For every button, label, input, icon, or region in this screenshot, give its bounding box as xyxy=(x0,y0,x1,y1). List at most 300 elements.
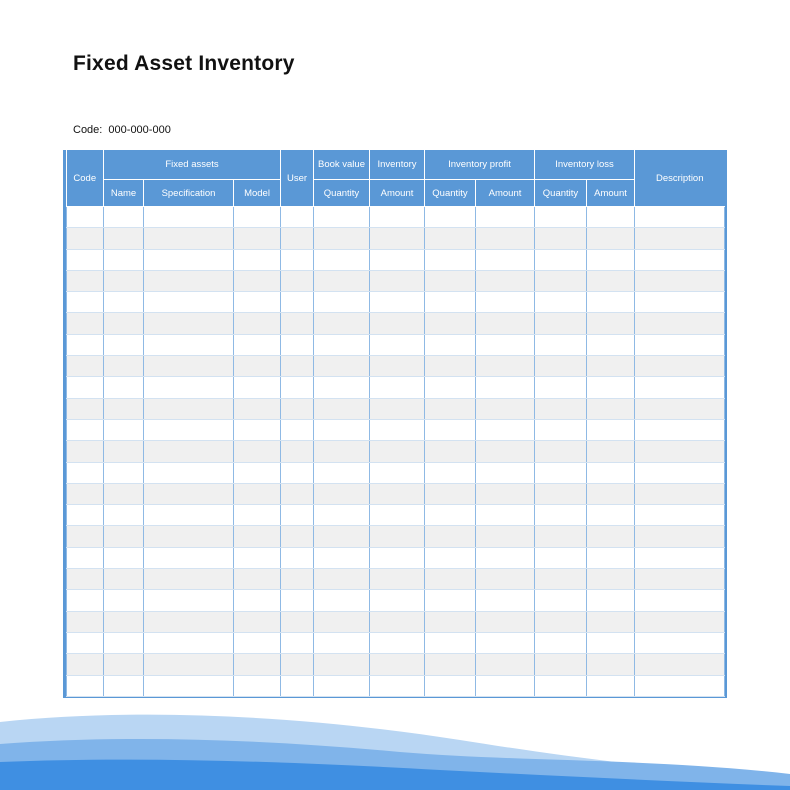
table-cell[interactable] xyxy=(370,228,425,249)
table-cell[interactable] xyxy=(425,377,476,398)
table-cell[interactable] xyxy=(587,270,635,291)
table-cell[interactable] xyxy=(425,675,476,696)
table-cell[interactable] xyxy=(314,270,370,291)
table-cell[interactable] xyxy=(314,569,370,590)
table-cell[interactable] xyxy=(281,526,314,547)
table-cell[interactable] xyxy=(144,441,234,462)
table-cell[interactable] xyxy=(635,547,725,568)
table-cell[interactable] xyxy=(281,611,314,632)
table-cell[interactable] xyxy=(67,505,104,526)
table-cell[interactable] xyxy=(476,569,535,590)
table-cell[interactable] xyxy=(67,654,104,675)
table-row xyxy=(67,207,725,228)
table-cell[interactable] xyxy=(314,207,370,228)
table-cell[interactable] xyxy=(370,654,425,675)
table-cell[interactable] xyxy=(370,505,425,526)
table-cell[interactable] xyxy=(314,398,370,419)
table-cell[interactable] xyxy=(370,249,425,270)
table-cell[interactable] xyxy=(635,334,725,355)
table-cell[interactable] xyxy=(314,675,370,696)
table-cell[interactable] xyxy=(635,398,725,419)
table-cell[interactable] xyxy=(476,483,535,504)
table-cell[interactable] xyxy=(314,505,370,526)
table-cell[interactable] xyxy=(104,292,144,313)
table-cell[interactable] xyxy=(144,632,234,653)
table-cell[interactable] xyxy=(144,569,234,590)
header-profit-quantity: Quantity xyxy=(425,180,476,207)
table-cell[interactable] xyxy=(234,611,281,632)
table-cell[interactable] xyxy=(425,611,476,632)
table-cell[interactable] xyxy=(370,611,425,632)
table-cell[interactable] xyxy=(234,654,281,675)
table-cell[interactable] xyxy=(635,270,725,291)
table-cell[interactable] xyxy=(281,632,314,653)
table-row xyxy=(67,249,725,270)
table-cell[interactable] xyxy=(476,547,535,568)
table-cell[interactable] xyxy=(425,569,476,590)
table-cell[interactable] xyxy=(476,441,535,462)
table-cell[interactable] xyxy=(234,547,281,568)
header-inventory-loss: Inventory loss xyxy=(535,150,635,180)
table-cell[interactable] xyxy=(104,611,144,632)
table-cell[interactable] xyxy=(425,632,476,653)
table-cell[interactable] xyxy=(67,207,104,228)
table-cell[interactable] xyxy=(67,611,104,632)
table-cell[interactable] xyxy=(425,590,476,611)
table-cell[interactable] xyxy=(314,526,370,547)
table-cell[interactable] xyxy=(425,462,476,483)
table-cell[interactable] xyxy=(234,228,281,249)
table-cell[interactable] xyxy=(314,292,370,313)
table-cell[interactable] xyxy=(587,441,635,462)
table-cell[interactable] xyxy=(370,398,425,419)
table-cell[interactable] xyxy=(370,547,425,568)
table-cell[interactable] xyxy=(67,313,104,334)
table-cell[interactable] xyxy=(635,356,725,377)
table-cell[interactable] xyxy=(635,419,725,440)
table-cell[interactable] xyxy=(535,313,587,334)
table-cell[interactable] xyxy=(314,313,370,334)
table-cell[interactable] xyxy=(535,334,587,355)
table-cell[interactable] xyxy=(234,419,281,440)
table-cell[interactable] xyxy=(67,675,104,696)
table-cell[interactable] xyxy=(314,590,370,611)
table-cell[interactable] xyxy=(104,654,144,675)
table-cell[interactable] xyxy=(370,356,425,377)
table-cell[interactable] xyxy=(104,207,144,228)
table-cell[interactable] xyxy=(281,462,314,483)
table-cell[interactable] xyxy=(476,270,535,291)
table-cell[interactable] xyxy=(535,270,587,291)
table-row xyxy=(67,441,725,462)
table-cell[interactable] xyxy=(476,398,535,419)
table-cell[interactable] xyxy=(281,505,314,526)
table-cell[interactable] xyxy=(425,207,476,228)
table-cell[interactable] xyxy=(67,356,104,377)
table-cell[interactable] xyxy=(314,249,370,270)
header-book-value: Book value xyxy=(314,150,370,180)
table-cell[interactable] xyxy=(535,292,587,313)
table-cell[interactable] xyxy=(535,590,587,611)
table-cell[interactable] xyxy=(144,419,234,440)
table-cell[interactable] xyxy=(234,249,281,270)
table-cell[interactable] xyxy=(635,569,725,590)
table-cell[interactable] xyxy=(535,611,587,632)
table-cell[interactable] xyxy=(587,569,635,590)
table-cell[interactable] xyxy=(587,207,635,228)
table-cell[interactable] xyxy=(104,462,144,483)
table-cell[interactable] xyxy=(370,313,425,334)
table-cell[interactable] xyxy=(635,590,725,611)
table-cell[interactable] xyxy=(281,547,314,568)
table-cell[interactable] xyxy=(314,483,370,504)
table-cell[interactable] xyxy=(144,675,234,696)
table-cell[interactable] xyxy=(587,526,635,547)
table-cell[interactable] xyxy=(104,505,144,526)
table-cell[interactable] xyxy=(144,249,234,270)
table-cell[interactable] xyxy=(370,590,425,611)
table-cell[interactable] xyxy=(67,632,104,653)
table-cell[interactable] xyxy=(234,569,281,590)
table-cell[interactable] xyxy=(535,632,587,653)
table-cell[interactable] xyxy=(281,441,314,462)
table-cell[interactable] xyxy=(370,483,425,504)
table-cell[interactable] xyxy=(104,334,144,355)
table-cell[interactable] xyxy=(476,654,535,675)
table-row xyxy=(67,398,725,419)
table-cell[interactable] xyxy=(587,228,635,249)
table-cell[interactable] xyxy=(370,419,425,440)
table-cell[interactable] xyxy=(67,462,104,483)
table-cell[interactable] xyxy=(587,334,635,355)
table-cell[interactable] xyxy=(234,462,281,483)
code-label: Code: xyxy=(73,124,103,136)
table-cell[interactable] xyxy=(67,228,104,249)
table-cell[interactable] xyxy=(535,207,587,228)
table-cell[interactable] xyxy=(281,228,314,249)
table-cell[interactable] xyxy=(476,249,535,270)
table-cell[interactable] xyxy=(476,419,535,440)
table-cell[interactable] xyxy=(476,377,535,398)
table-cell[interactable] xyxy=(314,228,370,249)
table-cell[interactable] xyxy=(476,207,535,228)
table-cell[interactable] xyxy=(281,334,314,355)
table-cell[interactable] xyxy=(281,207,314,228)
table-cell[interactable] xyxy=(425,526,476,547)
table-cell[interactable] xyxy=(104,249,144,270)
table-cell[interactable] xyxy=(476,632,535,653)
table-cell[interactable] xyxy=(314,419,370,440)
table-cell[interactable] xyxy=(476,675,535,696)
table-cell[interactable] xyxy=(234,356,281,377)
table-cell[interactable] xyxy=(104,441,144,462)
table-cell[interactable] xyxy=(144,547,234,568)
table-cell[interactable] xyxy=(314,611,370,632)
table-cell[interactable] xyxy=(314,334,370,355)
table-cell[interactable] xyxy=(144,590,234,611)
table-cell[interactable] xyxy=(104,547,144,568)
table-cell[interactable] xyxy=(535,377,587,398)
table-cell[interactable] xyxy=(635,249,725,270)
table-cell[interactable] xyxy=(587,547,635,568)
table-cell[interactable] xyxy=(281,654,314,675)
table-cell[interactable] xyxy=(281,270,314,291)
table-cell[interactable] xyxy=(587,611,635,632)
table-cell[interactable] xyxy=(104,228,144,249)
table-cell[interactable] xyxy=(535,547,587,568)
table-cell[interactable] xyxy=(104,419,144,440)
table-cell[interactable] xyxy=(314,654,370,675)
table-cell[interactable] xyxy=(234,270,281,291)
table-cell[interactable] xyxy=(67,249,104,270)
table-row xyxy=(67,270,725,291)
table-cell[interactable] xyxy=(234,632,281,653)
table-cell[interactable] xyxy=(535,526,587,547)
table-cell[interactable] xyxy=(587,505,635,526)
decorative-waves xyxy=(0,700,790,790)
table-cell[interactable] xyxy=(314,632,370,653)
table-cell[interactable] xyxy=(314,377,370,398)
table-cell[interactable] xyxy=(370,334,425,355)
table-cell[interactable] xyxy=(144,654,234,675)
table-cell[interactable] xyxy=(144,483,234,504)
table-cell[interactable] xyxy=(587,356,635,377)
table-cell[interactable] xyxy=(281,419,314,440)
table-cell[interactable] xyxy=(635,611,725,632)
table-cell[interactable] xyxy=(281,249,314,270)
table-cell[interactable] xyxy=(635,462,725,483)
table-cell[interactable] xyxy=(587,377,635,398)
table-cell[interactable] xyxy=(104,377,144,398)
table-cell[interactable] xyxy=(535,505,587,526)
header-loss-amount: Amount xyxy=(587,180,635,207)
table-cell[interactable] xyxy=(635,377,725,398)
table-cell[interactable] xyxy=(67,483,104,504)
table-cell[interactable] xyxy=(425,356,476,377)
table-cell[interactable] xyxy=(234,292,281,313)
table-cell[interactable] xyxy=(281,356,314,377)
header-profit-amount: Amount xyxy=(476,180,535,207)
table-cell[interactable] xyxy=(635,313,725,334)
table-row xyxy=(67,569,725,590)
table-cell[interactable] xyxy=(587,249,635,270)
table-cell[interactable] xyxy=(144,228,234,249)
table-cell[interactable] xyxy=(234,483,281,504)
table-row xyxy=(67,675,725,696)
table-cell[interactable] xyxy=(635,441,725,462)
table-cell[interactable] xyxy=(425,292,476,313)
table-cell[interactable] xyxy=(370,292,425,313)
table-cell[interactable] xyxy=(234,313,281,334)
code-value: 000-000-000 xyxy=(108,124,171,136)
table-cell[interactable] xyxy=(314,356,370,377)
table-cell[interactable] xyxy=(234,675,281,696)
table-cell[interactable] xyxy=(144,526,234,547)
table-cell[interactable] xyxy=(281,569,314,590)
table-cell[interactable] xyxy=(476,462,535,483)
table-body xyxy=(67,207,725,697)
table-cell[interactable] xyxy=(635,654,725,675)
table-cell[interactable] xyxy=(476,313,535,334)
table-row xyxy=(67,377,725,398)
table-cell[interactable] xyxy=(281,675,314,696)
table-cell[interactable] xyxy=(587,313,635,334)
table-cell[interactable] xyxy=(425,654,476,675)
table-cell[interactable] xyxy=(144,292,234,313)
table-cell[interactable] xyxy=(425,441,476,462)
table-cell[interactable] xyxy=(476,292,535,313)
table-cell[interactable] xyxy=(535,228,587,249)
table-cell[interactable] xyxy=(144,505,234,526)
table-cell[interactable] xyxy=(535,675,587,696)
table-cell[interactable] xyxy=(425,419,476,440)
table-cell[interactable] xyxy=(535,249,587,270)
table-cell[interactable] xyxy=(104,526,144,547)
table-row xyxy=(67,590,725,611)
table-cell[interactable] xyxy=(370,632,425,653)
table-cell[interactable] xyxy=(635,526,725,547)
table-cell[interactable] xyxy=(587,632,635,653)
table-cell[interactable] xyxy=(281,292,314,313)
table-cell[interactable] xyxy=(234,398,281,419)
table-cell[interactable] xyxy=(67,547,104,568)
table-cell[interactable] xyxy=(425,483,476,504)
header-name: Name xyxy=(104,180,144,207)
table-cell[interactable] xyxy=(635,505,725,526)
table-cell[interactable] xyxy=(587,590,635,611)
table-cell[interactable] xyxy=(535,483,587,504)
table-cell[interactable] xyxy=(370,462,425,483)
table-cell[interactable] xyxy=(104,590,144,611)
table-cell[interactable] xyxy=(281,377,314,398)
table-cell[interactable] xyxy=(144,313,234,334)
table-cell[interactable] xyxy=(281,590,314,611)
table-cell[interactable] xyxy=(67,569,104,590)
table-cell[interactable] xyxy=(535,462,587,483)
table-cell[interactable] xyxy=(425,398,476,419)
table-cell[interactable] xyxy=(476,356,535,377)
table-cell[interactable] xyxy=(476,611,535,632)
table-cell[interactable] xyxy=(535,569,587,590)
table-cell[interactable] xyxy=(587,398,635,419)
table-cell[interactable] xyxy=(370,675,425,696)
table-cell[interactable] xyxy=(370,441,425,462)
table-row xyxy=(67,313,725,334)
table-cell[interactable] xyxy=(535,356,587,377)
table-cell[interactable] xyxy=(234,377,281,398)
table-cell[interactable] xyxy=(425,270,476,291)
table-cell[interactable] xyxy=(67,441,104,462)
table-cell[interactable] xyxy=(535,419,587,440)
table-cell[interactable] xyxy=(370,270,425,291)
table-cell[interactable] xyxy=(535,441,587,462)
table-cell[interactable] xyxy=(144,334,234,355)
table-cell[interactable] xyxy=(104,569,144,590)
table-row xyxy=(67,505,725,526)
table-cell[interactable] xyxy=(314,547,370,568)
table-cell[interactable] xyxy=(370,526,425,547)
table-row xyxy=(67,356,725,377)
table-cell[interactable] xyxy=(234,526,281,547)
table-cell[interactable] xyxy=(370,207,425,228)
table-cell[interactable] xyxy=(635,675,725,696)
table-cell[interactable] xyxy=(144,462,234,483)
table-cell[interactable] xyxy=(425,313,476,334)
table-cell[interactable] xyxy=(104,483,144,504)
table-cell[interactable] xyxy=(234,441,281,462)
table-cell[interactable] xyxy=(67,334,104,355)
table-cell[interactable] xyxy=(104,270,144,291)
table-cell[interactable] xyxy=(67,292,104,313)
table-cell[interactable] xyxy=(281,398,314,419)
table-cell[interactable] xyxy=(476,526,535,547)
table-cell[interactable] xyxy=(67,377,104,398)
table-cell[interactable] xyxy=(425,228,476,249)
table-cell[interactable] xyxy=(425,547,476,568)
table-cell[interactable] xyxy=(476,334,535,355)
header-inventory-profit: Inventory profit xyxy=(425,150,535,180)
table-cell[interactable] xyxy=(425,505,476,526)
table-cell[interactable] xyxy=(587,654,635,675)
table-cell[interactable] xyxy=(234,505,281,526)
table-cell[interactable] xyxy=(104,356,144,377)
table-cell[interactable] xyxy=(587,292,635,313)
table-cell[interactable] xyxy=(144,377,234,398)
table-cell[interactable] xyxy=(281,483,314,504)
table-cell[interactable] xyxy=(234,590,281,611)
table-cell[interactable] xyxy=(144,398,234,419)
table-cell[interactable] xyxy=(314,462,370,483)
table-cell[interactable] xyxy=(144,356,234,377)
table-cell[interactable] xyxy=(587,462,635,483)
table-cell[interactable] xyxy=(425,334,476,355)
table-cell[interactable] xyxy=(535,398,587,419)
table-cell[interactable] xyxy=(67,590,104,611)
table-cell[interactable] xyxy=(234,207,281,228)
table-cell[interactable] xyxy=(234,334,281,355)
table-cell[interactable] xyxy=(104,632,144,653)
table-cell[interactable] xyxy=(281,313,314,334)
table-cell[interactable] xyxy=(587,419,635,440)
table-cell[interactable] xyxy=(635,207,725,228)
table-cell[interactable] xyxy=(67,270,104,291)
table-cell[interactable] xyxy=(144,207,234,228)
header-user: User xyxy=(281,150,314,207)
table-cell[interactable] xyxy=(476,505,535,526)
table-cell[interactable] xyxy=(587,675,635,696)
table-cell[interactable] xyxy=(144,611,234,632)
table-cell[interactable] xyxy=(144,270,234,291)
table-cell[interactable] xyxy=(370,569,425,590)
table-cell[interactable] xyxy=(635,483,725,504)
table-cell[interactable] xyxy=(476,228,535,249)
table-cell[interactable] xyxy=(370,377,425,398)
table-cell[interactable] xyxy=(314,441,370,462)
table-cell[interactable] xyxy=(425,249,476,270)
table-cell[interactable] xyxy=(635,292,725,313)
table-cell[interactable] xyxy=(67,526,104,547)
table-cell[interactable] xyxy=(67,398,104,419)
table-cell[interactable] xyxy=(104,398,144,419)
table-cell[interactable] xyxy=(104,675,144,696)
table-cell[interactable] xyxy=(635,632,725,653)
table-cell[interactable] xyxy=(535,654,587,675)
table-cell[interactable] xyxy=(587,483,635,504)
table-cell[interactable] xyxy=(476,590,535,611)
table-cell[interactable] xyxy=(104,313,144,334)
table-cell[interactable] xyxy=(635,228,725,249)
table-cell[interactable] xyxy=(67,419,104,440)
